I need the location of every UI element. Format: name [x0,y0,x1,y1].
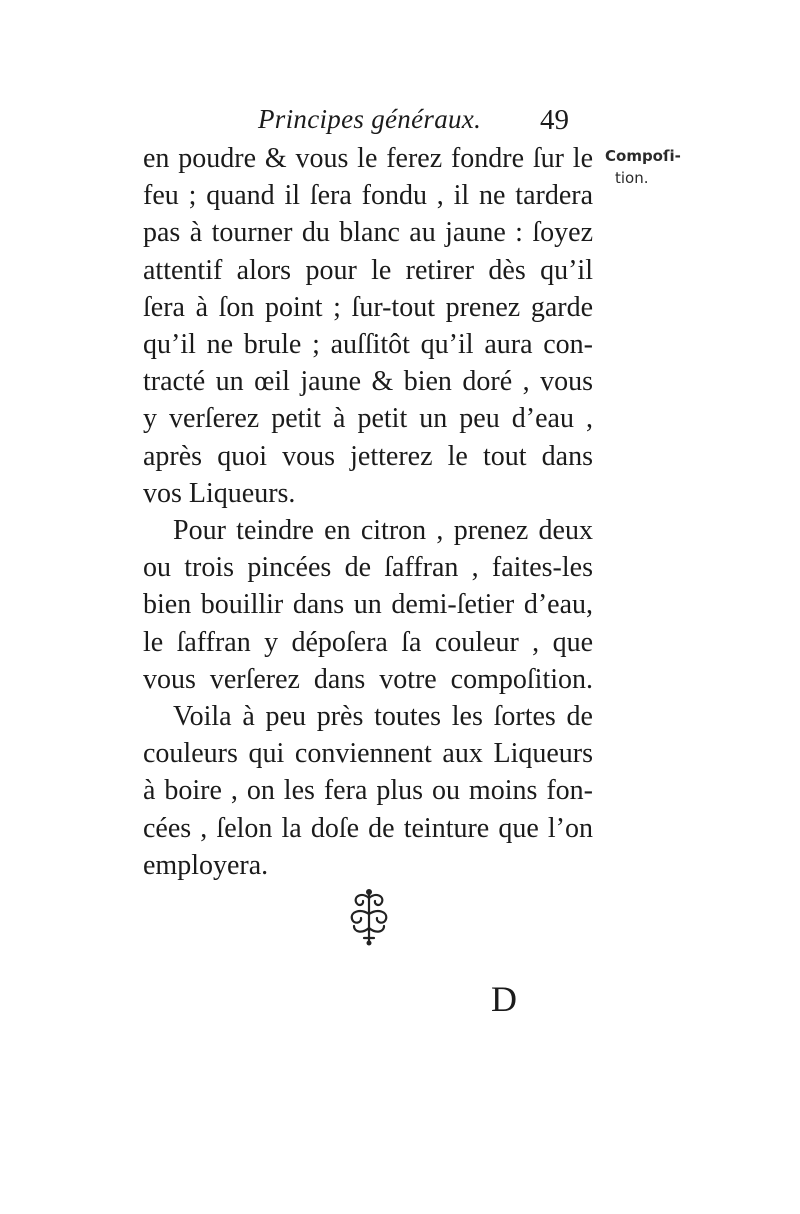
fleuron-ornament-icon [342,888,396,946]
margin-note-line: tion. [615,169,649,187]
margin-note [605,145,681,189]
text-line: Pour teindre en citron , prenez deux [173,515,593,547]
text-line: ſera à ſon point ; ſur-tout prenez garde [143,291,593,323]
text-line: en poudre & vous le ferez fondre ſur le [143,143,593,174]
margin-note-line: Compoſi- [605,147,681,165]
text-line: ou trois pincées de ſaffran , faites-les [143,552,593,584]
text-line: qu’il ne brule ; auſſitôt qu’il aura con- [143,329,593,361]
text-line: après quoi vous jetterez le tout dans [143,440,593,472]
page-number: 49 [540,104,569,136]
text-line: le ſaffran y dépoſera ſa couleur , que [143,626,593,658]
text-line: attentif alors pour le retirer dès qu’il [143,254,593,286]
text-line: cées , ſelon la doſe de teinture que l’on [143,812,593,844]
signature-mark: D [491,979,518,1019]
text-line: tracté un œil jaune & bien doré , vous [143,366,593,398]
text-line: vos Liqueurs. [143,477,296,509]
running-title: Principes généraux. [258,104,482,134]
text-line: feu ; quand il ſera fondu , il ne tardera [143,180,593,212]
text-line: couleurs qui conviennent aux Liqueurs [143,738,593,770]
text-line: y verſerez petit à petit un peu d’eau , [143,403,593,435]
text-line: à boire , on les fera plus ou moins fon- [143,775,593,807]
text-line: Voila à peu près toutes les ſortes de [173,701,593,733]
text-line: pas à tourner du blanc au jaune : ſoyez [143,217,593,249]
text-line: employera. [143,849,269,881]
text-line: bien bouillir dans un demi-ſetier d’eau, [143,589,593,621]
body-text [143,140,593,884]
text-line: vous verſerez dans votre compoſition. [143,663,593,695]
